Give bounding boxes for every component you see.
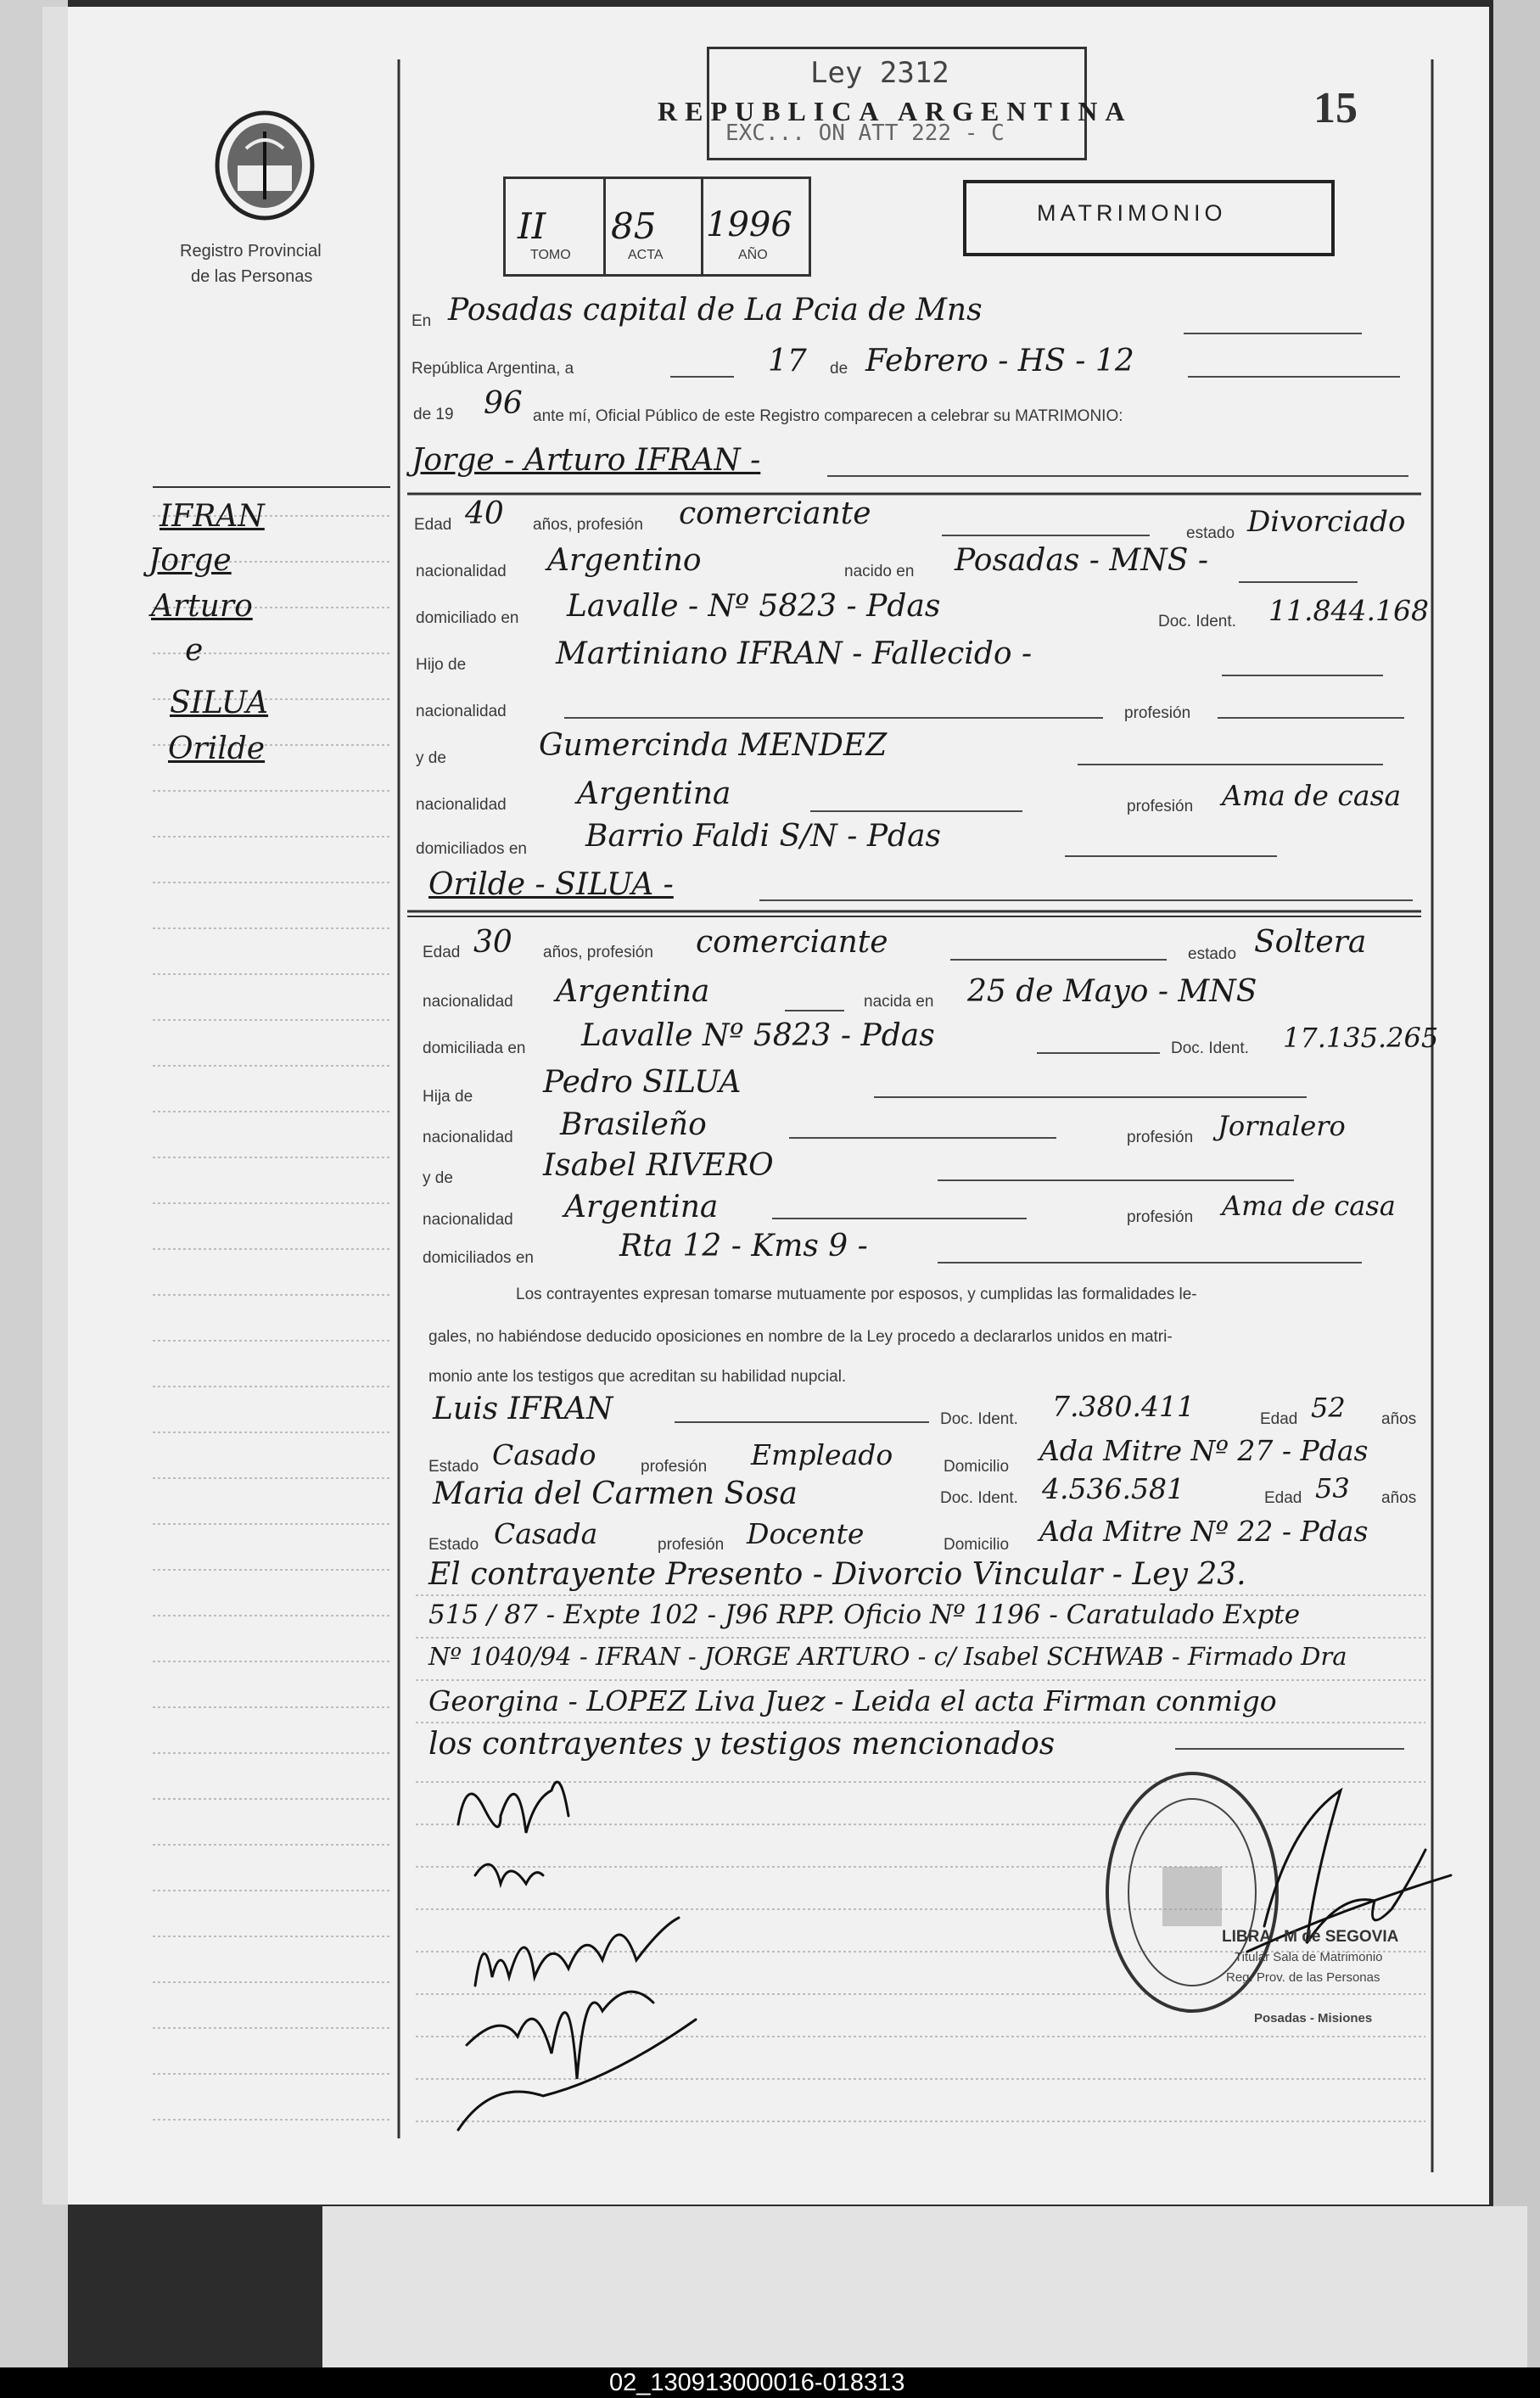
republic-heading: REPUBLICA ARGENTINA (658, 96, 1133, 126)
de-label: de (830, 360, 848, 378)
declaration-line-1: Los contrayentes expresan tomarse mutuamente por esposos, y cumplidas las formalidades le- (516, 1286, 1197, 1303)
bride-nac-label: nacionalidad (423, 993, 513, 1011)
notes-line-3: Nº 1040/94 - IFRAN - JORGE ARTURO - c/ Isabel SCHWAB - Firmado Dra (428, 1642, 1347, 1671)
file-id: 02_130913000016-018313 (609, 2369, 905, 2396)
groom-address: Lavalle - Nº 5823 - Pdas (567, 589, 941, 624)
bride-address: Lavalle Nº 5823 - Pdas (581, 1018, 935, 1053)
bride-dom-label: domiciliada en (423, 1039, 526, 1057)
bride-father-prof-label: profesión (1127, 1129, 1194, 1146)
declaration-line-2: gales, no habiéndose deducido oposiciones en nombre de la Ley procedo a declararlos unidos en matri- (428, 1328, 1173, 1346)
witness-1-dom-label: Domicilio (944, 1458, 1010, 1476)
groom-nacido-label: nacido en (844, 563, 915, 580)
seal-text-1: LIBRA . M de SEGOVIA (1222, 1928, 1399, 1946)
bride-nationality: Argentina (556, 974, 710, 1009)
sidebar-name-6: Orilde (168, 731, 266, 766)
groom-mother-prof: Ama de casa (1222, 779, 1402, 812)
bride-mother-nat: Argentina (564, 1190, 719, 1224)
witness-2-anos: años (1381, 1489, 1417, 1507)
coat-of-arms-icon (212, 106, 318, 225)
witness-1-anos: años (1381, 1410, 1417, 1428)
bride-estado-label: estado (1188, 945, 1237, 963)
sidebar-name-4: e (185, 633, 204, 668)
witness-1-profession: Empleado (751, 1438, 893, 1471)
groom-doc-label: Doc. Ident. (1158, 613, 1236, 630)
groom-parents-dom-label: domiciliados en (416, 840, 527, 858)
bride-name: Orilde - SILUA - (428, 867, 674, 902)
day-value: 17 (768, 344, 807, 378)
bride-yde-label: y de (423, 1169, 453, 1187)
bride-mother: Isabel RIVERO (543, 1148, 774, 1183)
groom-mother-nac-label: nacionalidad (416, 796, 507, 814)
seal-text-3: Reg. Prov. de las Personas (1226, 1970, 1380, 1985)
month-time-value: Febrero - HS - 12 (865, 344, 1134, 378)
document-title: MATRIMONIO (1037, 200, 1227, 226)
bride-civil: Soltera (1254, 925, 1367, 960)
year-suffix: 96 (484, 386, 523, 421)
acta-value: 85 (611, 205, 657, 247)
witness-1-name: Luis IFRAN (433, 1392, 613, 1426)
acta-label: ACTA (628, 248, 664, 262)
bride-born: 25 de Mayo - MNS (967, 974, 1257, 1009)
witness-1-prof-label: profesión (641, 1458, 708, 1476)
en-label: En (412, 312, 432, 330)
bride-anos-label: años, profesión (543, 944, 653, 961)
anio-value: 1996 (706, 205, 792, 244)
witness-1-age: 52 (1311, 1392, 1346, 1424)
groom-mother: Gumercinda MENDEZ (539, 728, 888, 763)
groom-doc: 11.844.168 (1268, 594, 1429, 627)
bride-edad-label: Edad (423, 944, 461, 961)
groom-father-prof-label: profesión (1124, 704, 1191, 722)
notes-line-1: El contrayente Presento - Divorcio Vincular - Ley 23. (428, 1557, 1246, 1592)
notes-line-4: Georgina - LOPEZ Liva Juez - Leida el acta Firman conmigo (428, 1684, 1277, 1717)
bride-parents-dom-label: domiciliados en (423, 1249, 534, 1267)
groom-father: Martiniano IFRAN - Fallecido - (556, 636, 1033, 671)
declaration-line-3: monio ante los testigos que acreditan su habilidad nupcial. (428, 1368, 847, 1386)
witness-2-prof-label: profesión (658, 1536, 725, 1554)
witness-1-address: Ada Mitre Nº 27 - Pdas (1039, 1434, 1369, 1467)
notes-line-5: los contrayentes y testigos mencionados (428, 1727, 1056, 1762)
bride-father-nat: Brasileño (560, 1107, 707, 1142)
witness-2-edad-label: Edad (1264, 1489, 1302, 1507)
sidebar-name-5: SILUA (170, 686, 269, 720)
seal-text-2: Titular Sala de Matrimonio (1235, 1950, 1383, 1964)
witness-2-estado-label: Estado (428, 1536, 479, 1554)
groom-profession: comerciante (679, 496, 871, 531)
groom-dom-label: domiciliado en (416, 609, 519, 627)
groom-yde-label: y de (416, 749, 446, 767)
sidebar-name-2: Jorge (148, 543, 232, 578)
place-value: Posadas capital de La Pcia de Mns (448, 293, 983, 328)
bride-age: 30 (473, 925, 512, 960)
registry-name: Registro Provincial (180, 242, 322, 261)
witness-1-edad-label: Edad (1260, 1410, 1298, 1428)
tomo-value: II (518, 205, 546, 247)
bride-mother-prof-label: profesión (1127, 1208, 1194, 1226)
witness-2-doc-label: Doc. Ident. (940, 1489, 1018, 1507)
groom-mother-prof-label: profesión (1127, 798, 1194, 815)
stamp-law: Ley 2312 (810, 56, 949, 90)
sidebar-name-3: Arturo (151, 589, 253, 624)
ante-text: ante mí, Oficial Público de este Registro comparecen a celebrar su MATRIMONIO: (533, 407, 1123, 425)
seal-text-4: Posadas - Misiones (1254, 2011, 1373, 2025)
witness-2-civil: Casada (494, 1517, 598, 1550)
groom-age: 40 (465, 496, 504, 531)
bride-parents-address: Rta 12 - Kms 9 - (619, 1229, 868, 1263)
notes-line-2: 515 / 87 - Expte 102 - J96 RPP. Oficio Nº 1196 - Caratulado Expte (428, 1600, 1301, 1630)
witness-2-profession: Docente (747, 1517, 865, 1550)
sidebar-name-1: IFRAN (160, 499, 265, 534)
bride-doc: 17.135.265 (1283, 1022, 1439, 1054)
anio-label: AÑO (738, 248, 768, 262)
groom-born: Posadas - MNS - (955, 543, 1209, 578)
stamp-text: EXC... ON ATT 222 - C (725, 120, 1005, 146)
bride-nacida-label: nacida en (864, 993, 934, 1011)
witness-1-doc: 7.380.411 (1052, 1390, 1195, 1423)
witness-2-address: Ada Mitre Nº 22 - Pdas (1039, 1515, 1369, 1548)
witness-1-civil: Casado (492, 1438, 596, 1471)
witness-2-name: Maria del Carmen Sosa (433, 1476, 798, 1511)
groom-father-nac-label: nacionalidad (416, 703, 507, 720)
groom-nationality: Argentino (547, 543, 702, 578)
witness-2-doc: 4.536.581 (1042, 1472, 1184, 1505)
signatures-left (441, 1756, 747, 2181)
bride-mother-prof: Ama de casa (1222, 1190, 1396, 1222)
bride-profession: comerciante (696, 925, 888, 960)
groom-edad-label: Edad (414, 516, 452, 534)
groom-parents-address: Barrio Faldi S/N - Pdas (585, 819, 942, 854)
groom-anos-label: años, profesión (533, 516, 643, 534)
bride-hija-label: Hija de (423, 1088, 473, 1106)
groom-civil: Divorciado (1247, 505, 1406, 539)
groom-hijo-label: Hijo de (416, 656, 467, 674)
groom-estado-label: estado (1186, 524, 1235, 542)
groom-mother-nat: Argentina (577, 776, 731, 811)
bride-mother-nac-label: nacionalidad (423, 1211, 513, 1229)
groom-name: Jorge - Arturo IFRAN - (412, 443, 761, 478)
groom-nac-label: nacionalidad (416, 563, 507, 580)
bride-father-nac-label: nacionalidad (423, 1129, 513, 1146)
registry-name-2: de las Personas (191, 267, 313, 286)
republic-label: República Argentina, a (412, 360, 574, 378)
witness-1-doc-label: Doc. Ident. (940, 1410, 1018, 1428)
witness-2-dom-label: Domicilio (944, 1536, 1010, 1554)
witness-1-estado-label: Estado (428, 1458, 479, 1476)
bride-father-prof: Jornalero (1218, 1110, 1346, 1142)
tomo-label: TOMO (530, 248, 571, 262)
year-prefix: de 19 (413, 406, 454, 423)
bride-father: Pedro SILUA (543, 1065, 742, 1100)
bride-doc-label: Doc. Ident. (1171, 1039, 1249, 1057)
witness-2-age: 53 (1315, 1472, 1350, 1504)
page-number: 15 (1313, 84, 1358, 132)
